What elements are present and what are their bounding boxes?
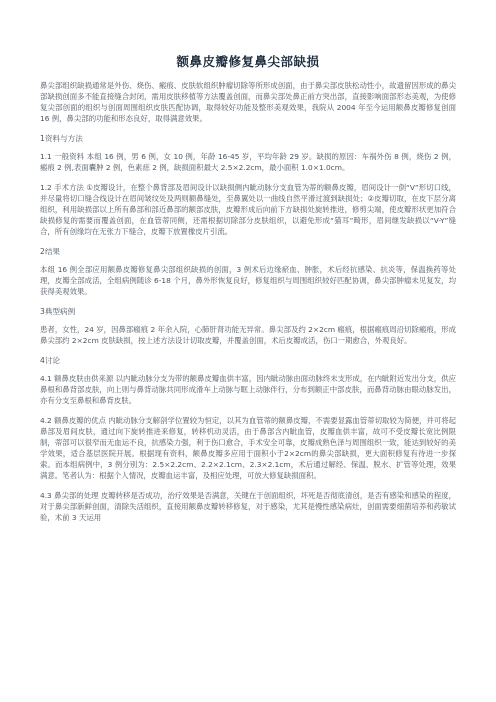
paragraph: 4.1 额鼻皮肤由供来源 以内眦动脉分支为带的额鼻皮瓣血供丰富，因内眦动脉由面动脉终末支形成，在内眦附近发出分支，供应鼻根和鼻背部皮肤，向上则与鼻背动脉共同形成滑车上动脉与眶上动脉伴行，分布到额正中部皮肤，而鼻背动脉由眼动脉发出，亦有分支至鼻根和鼻背皮肤。 [40,374,456,405]
paragraph: 4.3 鼻尖部的处理 皮瓣转移是否成功，治疗效果是否满意，关键在于创面组织，坏死是否彻底清创，是否有感染和感染的程度，对于鼻尖部新鲜创面，清除失活组织，直接用额鼻皮瓣转移修复，对于感染，尤其是慢性感染病灶，创面需要细菌培养和药敏试验，术前 3 天运用 [40,491,456,522]
section-heading: 3典型病例 [40,307,76,316]
paragraph: 1.2 手术方法 ①皮瓣设计，在整个鼻背部及眉间设计以缺损侧内眦动脉分支血管为蒂的额鼻皮瓣，眉间设计一倒“V”形切口线，并尽量将切口缝合线设计在眉间皱纹处及两则额鼻缝处，至鼻翼处以一曲线自然平滑过渡到缺损处；②皮瓣切取，在皮下层分离组织，利用缺损部以上所有鼻部和部近鼻部的额部皮肤，皮瓣形成后向前下方缺损处旋转推进，修剪尖端，使皮瓣形状更加符合缺损修复的需要而覆盖创面，在血管蒂同侧，还需根据切除部分皮肤组织，以避免形成“猫耳”畸形，眉间继发缺损以“V-Y”缝合，所有创缘均在无张力下缝合，皮瓣下放置橡皮片引流。 [40,183,456,236]
paragraph: 4.2 额鼻皮瓣的优点 内眦动脉分支解剖学位置较为恒定，以其为血管蒂的额鼻皮瓣，不需要显露血管蒂切取较为简便，并可将起鼻部及眉间皮肤，通过向下旋转推进来修复，转移机动灵活，由于鼻部含内眦血管，皮瓣血供丰富，故可不受皮瓣长宽比例限制，蒂部可以很窄而无血运不良，抗感染力强，利于伤口愈合，手术安全可靠，皮瓣成熟色泽与周围组织一致，能达到较好的美学效果，适合基层医院开展。根据现有资料，额鼻皮瓣多应用于面积小于2×2cm的鼻尖部缺损，更大面积修复有待进一步探索。而本组病例中，3 例分别为：2.5×2.2cm、2.2×2.1cm、2.3×2.1cm，术后通过解经、保温、脱水、扩管等处理，效果满意。笔者认为：根据个人情况，皮瓣血运丰富，及相应处理，可放大修复缺损面积。 [40,416,456,480]
section-heading: 4讨论 [40,356,61,365]
paragraph: 本组 16 例全部应用额鼻皮瓣修复鼻尖部组织缺损的创面，3 例术后边缘瘀血、肿胀，术后经抗感染、抗炎等，保温换药等处理，皮瓣全部成活，全组病例随诊 6-18 个月，鼻外形恢复良好，修复组织与周围组织较好匹配协调，鼻尖部肿瘤未见复发，均获得美观效果。 [40,265,456,296]
document-body [40,80,456,523]
paragraph: 患者，女性，24 岁，因鼻部瘢痕 2 年余入院，心肺肝肾功能无异常。鼻尖部及约 2×2cm 瘢痕，根据瘢痕周沿切除瘢痕，形成鼻尖部约 2×2cm 皮肤缺损，按上述方法设计切取皮瓣，并覆盖创面，术后皮瓣成活，伤口一期愈合，外观良好。 [40,325,456,345]
document-title: 额鼻皮瓣修复鼻尖部缺损 [176,54,320,69]
paragraph: 1.1 一般资料 本组 16 例，男 6 例，女 10 例，年龄 16-45 岁，平均年龄 29 岁。缺损的原因：车祸外伤 8 例，烧伤 2 例，瘢痕 2 例,表面囊肿 2 例，色素痣 2 例，缺损面积最大 2.5×2.2cm，最小面积 1.0×1.0cm。 [40,152,456,172]
section-heading: 2结果 [40,247,61,256]
paragraph: 鼻尖部组织缺损通常是外伤、烧伤、瘢痕、皮肤软组织肿瘤切除等所形成创面，由于鼻尖部皮肤松动性小，故遗留因形成的鼻尖部缺损创面多不能直接缝合封闭，需用皮肤移植等方法覆盖创面，而鼻尖部处鼻正前方突出部，直接影响面部形态美观，为使修复尖部创面的组织与创面周围组织皮肤匹配协调，取得较好功能及整形美观效果，我院从 2004 年至今运用额鼻皮瓣修复创面 16 例，鼻尖部的功能和形态良好，取得满意效果。 [40,81,456,123]
section-heading: 1资料与方法 [40,134,83,143]
